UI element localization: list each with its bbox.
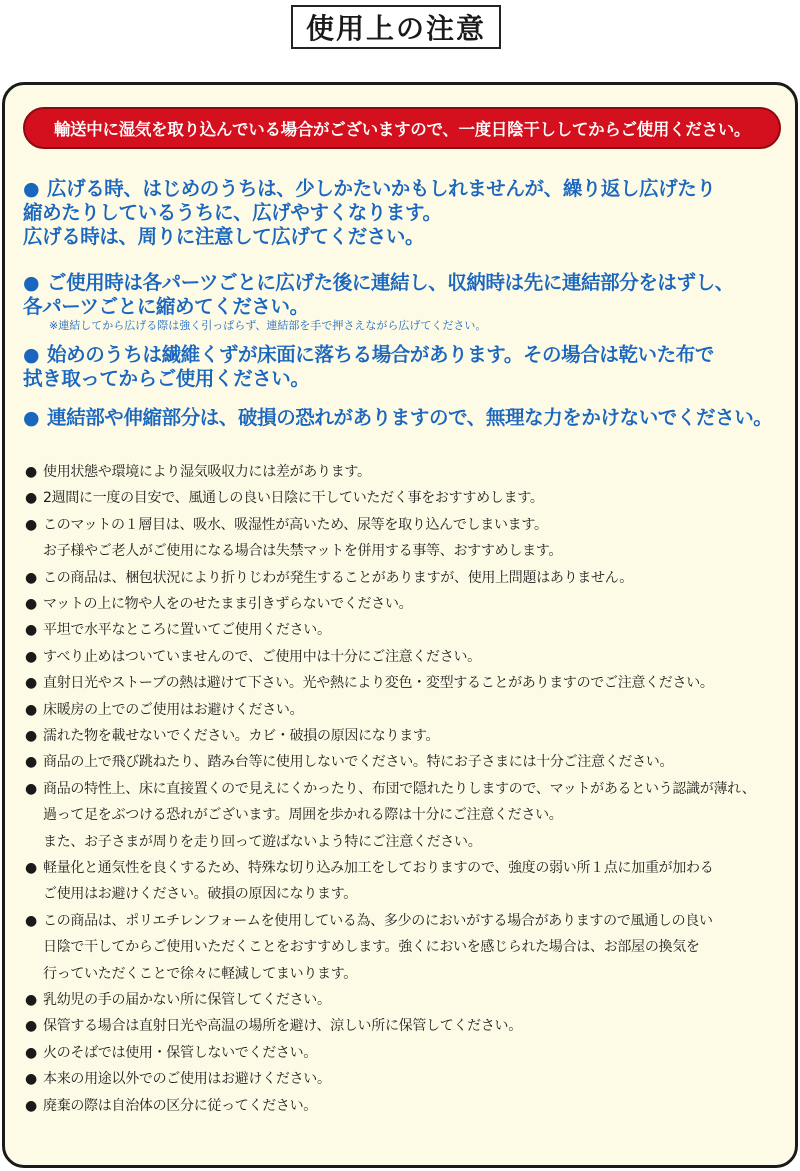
primary-caution-item <box>23 406 793 430</box>
bullet-icon: ● <box>25 1097 37 1114</box>
bullet-icon: ● <box>25 675 37 692</box>
bullet-icon: ● <box>23 178 40 200</box>
note-item <box>25 1066 795 1092</box>
note-item <box>25 591 795 617</box>
bullet-icon: ● <box>23 272 40 294</box>
note-text: 直射日光やストーブの熱は避けて下さい。光や熱により変色・変型することがありますのでご注意ください。 <box>43 675 714 692</box>
caution-text: 始めのうちは繊維くずが床面に落ちる場合があります。その場合は乾いた布で 拭き取ってからご使用ください。 <box>23 343 714 390</box>
note-text: 商品の特性上、床に直接置くので見えにくかったり、布団で隠れたりしますので、マットがあるという認識が薄れ、 過って足をぶつける恐れがございます。周囲を歩かれる際は十分にご注意ください。 また、お子さまが周りを走り回って遊ばないよう特にご注意ください。 <box>43 780 756 850</box>
bullet-icon: ● <box>25 596 37 612</box>
bullet-icon: ● <box>25 780 37 797</box>
bullet-icon: ● <box>23 344 40 366</box>
warning-banner: 輸送中に湿気を取り込んでいる場合がございますので、一度日陰干ししてからご使用ください。 <box>23 107 781 149</box>
note-text: 平坦で水平なところに置いてご使用ください。 <box>43 622 331 639</box>
note-item <box>25 617 795 643</box>
note-item <box>25 459 795 485</box>
note-item <box>25 987 795 1013</box>
primary-caution-item <box>23 343 793 391</box>
bullet-icon: ● <box>25 1018 37 1035</box>
note-text: 使用状態や環境により湿気吸収力には差があります。 <box>43 464 371 480</box>
page-title: 使用上の注意 <box>291 5 501 49</box>
note-text: 軽量化と通気性を良くするため、特殊な切り込み加工をしておりますので、強度の弱い所１点に加重が加わる ご使用はお避けください。破損の原因になります。 <box>43 860 714 903</box>
caution-footnote: ※連結してから広げる際は強く引っぱらず、連結部を手で押さえながら広げてください。 <box>49 319 487 332</box>
note-text: 保管する場合は直射日光や高温の場所を避け、涼しい所に保管してください。 <box>43 1018 522 1035</box>
bullet-icon: ● <box>25 1044 37 1061</box>
bullet-icon: ● <box>25 648 37 665</box>
caution-text: 連結部や伸縮部分は、破損の恐れがありますので、無理な力をかけないでください。 <box>47 406 773 429</box>
note-item <box>25 697 795 723</box>
note-item <box>25 1093 795 1119</box>
note-item <box>25 855 795 908</box>
bullet-icon: ● <box>25 1071 37 1088</box>
bullet-icon: ● <box>25 516 37 533</box>
note-item <box>25 670 795 696</box>
note-text: この商品は、梱包状況により折りじわが発生することがありますが、使用上問題はありません。 <box>43 569 633 586</box>
note-text: この商品は、ポリエチレンフォームを使用している為、多少のにおいがする場合がありますので風通しの良い 日陰で干してからご使用いただくことをおすすめします。強くにおいを感じられた場合は、お部屋の換気を 行っていただくことで徐々に軽減してまいります。 <box>43 912 713 982</box>
bullet-icon: ● <box>25 728 37 744</box>
note-item <box>25 749 795 775</box>
bullet-icon: ● <box>23 407 40 429</box>
note-item <box>25 1013 795 1039</box>
note-item <box>25 723 795 749</box>
caution-panel <box>2 82 798 1168</box>
bullet-icon: ● <box>25 754 37 771</box>
note-text: マットの上に物や人をのせたまま引きずらないでください。 <box>43 596 413 612</box>
bullet-icon: ● <box>25 860 37 876</box>
caution-text: 広げる時、はじめのうちは、少しかたいかもしれませんが、繰り返し広げたり 縮めたりしているうちに、広げやすくなります。 広げる時は、周りに注意して広げてください。 <box>23 177 716 248</box>
note-text: 濡れた物を載せないでください。カビ・破損の原因になります。 <box>43 728 440 744</box>
note-item <box>25 776 795 855</box>
bullet-icon: ● <box>25 622 37 639</box>
note-text: 廃棄の際は自治体の区分に従ってください。 <box>43 1097 317 1114</box>
note-text: 商品の上で飛び跳ねたり、踏み台等に使用しないでください。特にお子さまには十分ご注意ください。 <box>43 754 674 771</box>
note-text: 床暖房の上でのご使用はお避けください。 <box>43 701 304 718</box>
note-text: 2週間に一度の目安で、風通しの良い日陰に干していただく事をおすすめします。 <box>43 490 544 507</box>
note-item <box>25 565 795 591</box>
note-text: 乳幼児の手の届かない所に保管してください。 <box>43 992 331 1008</box>
note-item <box>25 485 795 511</box>
note-text: すべり止めはついていませんので、ご使用中は十分にご注意ください。 <box>43 648 481 665</box>
bullet-icon: ● <box>25 490 37 507</box>
note-item <box>25 644 795 670</box>
bullet-icon: ● <box>25 912 37 929</box>
bullet-icon: ● <box>25 464 37 480</box>
bullet-icon: ● <box>25 569 37 586</box>
note-item <box>25 908 795 987</box>
note-text: 火のそばでは使用・保管しないでください。 <box>43 1044 317 1061</box>
primary-caution-item <box>23 271 793 333</box>
primary-caution-item <box>23 177 793 249</box>
bullet-icon: ● <box>25 992 37 1008</box>
bullet-icon: ● <box>25 701 37 718</box>
note-text: このマットの１層目は、吸水、吸湿性が高いため、尿等を取り込んでしまいます。 お子様やご老人がご使用になる場合は失禁マットを併用する事等、おすすめします。 <box>43 516 563 560</box>
caution-text: ご使用時は各パーツごとに広げた後に連結し、収納時は先に連結部分をはずし、 各パーツごとに縮めてください。 <box>23 271 734 318</box>
note-item <box>25 1040 795 1066</box>
note-text: 本来の用途以外でのご使用はお避けください。 <box>43 1071 331 1088</box>
note-item <box>25 512 795 565</box>
